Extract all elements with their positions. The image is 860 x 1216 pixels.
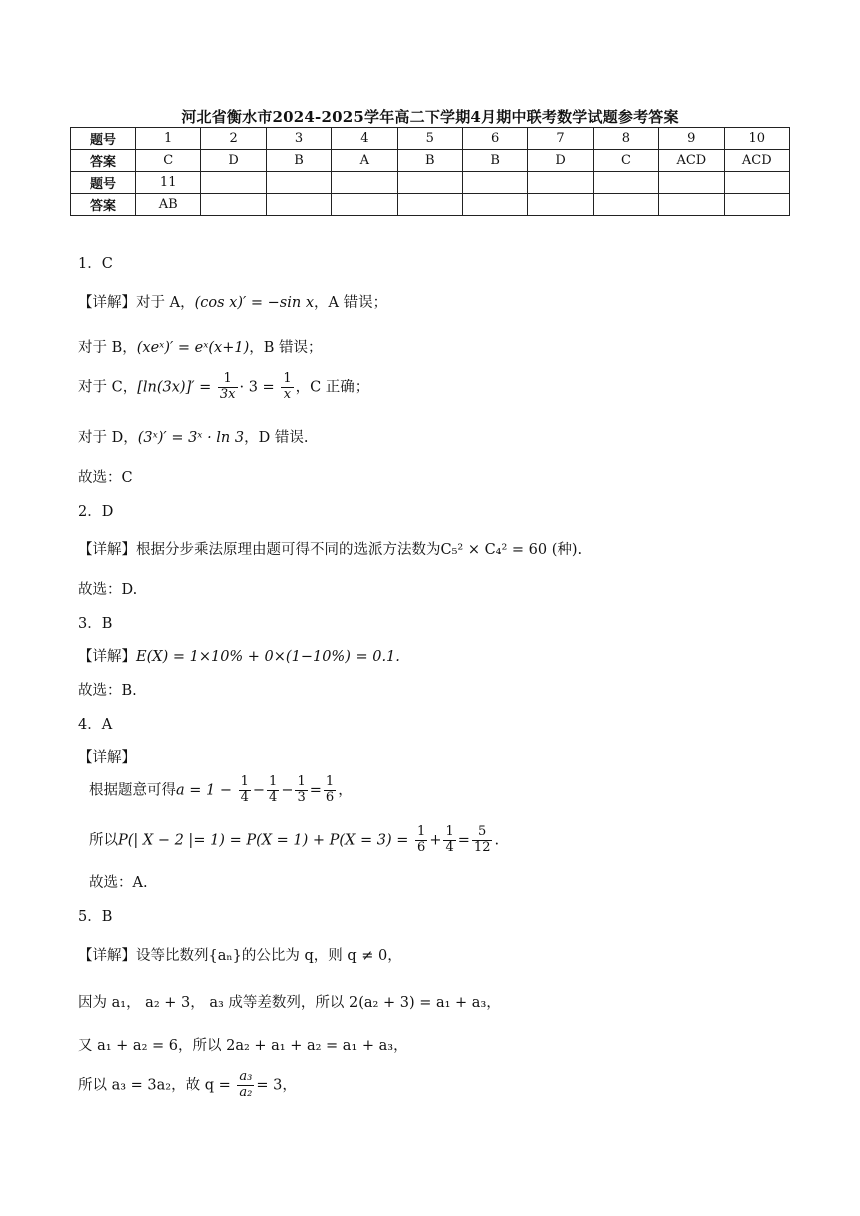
row-label: 题号 (71, 128, 136, 150)
q5-line-3: 又 a₁ + a₂ = 6，所以 2a₂ + a₁ + a₂ = a₁ + a₃， (78, 1038, 408, 1054)
table-row (71, 150, 790, 172)
row-label: 题号 (71, 172, 136, 194)
answer-cell: B (266, 150, 331, 172)
answer-cell: C (593, 150, 658, 172)
question-number (593, 172, 658, 194)
answer-cell (659, 194, 724, 216)
question-number: 4 (332, 128, 397, 150)
q4-l2-expr: P(| X − 2 |= 1) = P(X = 1) + P(X = 3) = (118, 832, 409, 849)
fraction (324, 775, 336, 806)
denominator: 3x (219, 386, 236, 402)
answer-cell: B (397, 150, 462, 172)
q1-c-mid: · 3 = (239, 379, 275, 396)
question-number: 3 (266, 128, 331, 150)
q1-c-fraction-1 (218, 372, 238, 403)
q2-detail (78, 538, 582, 559)
q1-choice: 故选：C (78, 470, 133, 486)
fraction (295, 775, 307, 806)
question-number: 8 (593, 128, 658, 150)
fraction (239, 775, 251, 806)
q1-d-prefix: 对于 D， (78, 430, 138, 446)
row-label: 答案 (71, 150, 136, 172)
q1-d-suffix: ，D 错误. (244, 430, 309, 446)
numerator: 1 (240, 774, 249, 789)
answer-cell: D (528, 150, 593, 172)
question-number (724, 172, 789, 194)
numerator: 1 (445, 824, 454, 839)
q5-heading: 5．B (78, 909, 113, 925)
denominator: 4 (269, 789, 278, 805)
question-number (462, 172, 527, 194)
denominator: a₂ (239, 1084, 253, 1100)
numerator: a₃ (239, 1069, 253, 1084)
denominator: 6 (325, 789, 335, 805)
answer-cell (266, 194, 331, 216)
q2-choice: 故选：D. (78, 582, 138, 598)
denominator: 4 (445, 839, 454, 855)
numerator: 5 (472, 825, 493, 841)
q1-option-b (78, 336, 323, 357)
denominator: 6 (417, 839, 426, 855)
question-number: 9 (659, 128, 724, 150)
question-number: 2 (201, 128, 266, 150)
q1-d-expr: (3ˣ)′ = 3ˣ · ln 3 (137, 430, 245, 446)
q4-l2-prefix: 所以 (89, 832, 118, 849)
q3-heading: 3．B (78, 616, 113, 632)
question-number: 5 (397, 128, 462, 150)
table-row (71, 172, 790, 194)
denominator: x (283, 386, 292, 402)
denominator: 4 (240, 789, 249, 805)
q1-c-expr: [ln(3x)]′ = (137, 379, 212, 396)
q1-b-prefix: 对于 B， (78, 340, 137, 356)
question-number (659, 172, 724, 194)
q4-l1-expr: a = 1 − (176, 782, 232, 799)
page-title: 河北省衡水市2024-2025学年高二下学期4月期中联考数学试题参考答案 (181, 108, 679, 126)
answer-cell: A (332, 150, 397, 172)
q5-line-1: 【详解】设等比数列{aₙ}的公比为 q，则 q ≠ 0， (78, 948, 402, 964)
q4-l2-suffix: . (494, 832, 500, 849)
q4-heading: 4．A (78, 717, 113, 733)
fraction (237, 1070, 254, 1101)
q1-a-expr: (cos x)′ = −sin x (194, 295, 314, 311)
numerator: 1 (297, 774, 306, 789)
q5-l4-suffix: = 3， (256, 1077, 297, 1094)
question-number: 7 (528, 128, 593, 150)
answer-cell (397, 194, 462, 216)
numerator: 1 (417, 824, 426, 839)
q1-c-fraction-2 (281, 372, 293, 403)
q1-b-expr: (xeˣ)′ = eˣ(x+1) (136, 340, 250, 356)
q1-c-suffix: ，C 正确； (295, 379, 370, 396)
question-number: 10 (724, 128, 789, 150)
q4-line-2: 所以P(| X − 2 |= 1) = P(X = 1) + P(X = 3) = $\frac{1}{6}$ + $\frac{1}{4}$ = $\frac{5}{12}$ . (89, 824, 500, 855)
q4-line-1: 根据题意可得a = 1 − $\frac{1}{4}$ − $\frac{1}{4}$ − $\frac{1}{3}$ = $\frac{1}{6}$ ， (89, 774, 353, 805)
q3-expr: E(X) = 1×10% + 0×(1−10%) = 0.1. (136, 649, 400, 665)
answer-cell: D (201, 150, 266, 172)
answer-table (70, 127, 790, 216)
q4-label: 【详解】 (78, 750, 136, 766)
q2-expr: C₅² × C₄² = 60 (种). (440, 542, 583, 558)
numerator: 1 (283, 371, 292, 386)
question-number: 11 (136, 172, 201, 194)
q1-c-prefix: 对于 C， (78, 379, 138, 396)
answer-cell: B (462, 150, 527, 172)
fraction (472, 825, 493, 856)
question-number: 1 (136, 128, 201, 150)
q1-heading: 1．C (78, 256, 113, 272)
q2-text: 【详解】根据分步乘法原理由题可得不同的选派方法数为 (78, 542, 441, 558)
q1-option-c (78, 372, 369, 403)
q4-choice: 故选：A. (89, 875, 148, 891)
answer-cell (201, 194, 266, 216)
answer-cell (462, 194, 527, 216)
numerator: 1 (325, 774, 335, 789)
denominator: 12 (473, 839, 491, 855)
q1-b-suffix: ，B 错误； (249, 340, 323, 356)
table-row (71, 194, 790, 216)
q1-option-a (78, 291, 387, 312)
fraction (267, 775, 279, 806)
question-number (528, 172, 593, 194)
numerator: 1 (218, 372, 238, 388)
q5-line-2: 因为 a₁， a₂ + 3， a₃ 成等差数列，所以 2(a₂ + 3) = a₁ + a₃， (78, 995, 501, 1011)
q1-option-d (78, 426, 308, 447)
answer-cell (593, 194, 658, 216)
denominator: 3 (297, 789, 306, 805)
numerator: 1 (269, 774, 278, 789)
question-number (201, 172, 266, 194)
question-number (266, 172, 331, 194)
q3-choice: 故选：B. (78, 683, 137, 699)
answer-cell: ACD (724, 150, 789, 172)
answer-cell: ACD (659, 150, 724, 172)
answer-cell: C (136, 150, 201, 172)
q1-a-suffix: ，A 错误； (314, 295, 388, 311)
fraction (443, 825, 455, 856)
q3-prefix: 【详解】 (78, 649, 136, 665)
answer-cell (724, 194, 789, 216)
answer-cell (528, 194, 593, 216)
q2-heading: 2．D (78, 504, 114, 520)
q5-line-4 (78, 1070, 297, 1101)
q5-l4-prefix: 所以 a₃ = 3a₂，故 q = (78, 1077, 231, 1094)
q1-a-prefix: 【详解】对于 A， (78, 295, 195, 311)
answer-cell: AB (136, 194, 201, 216)
answer-cell (332, 194, 397, 216)
q4-l1-prefix: 根据题意可得 (89, 782, 176, 799)
question-number: 6 (462, 128, 527, 150)
question-number (332, 172, 397, 194)
row-label: 答案 (71, 194, 136, 216)
question-number (397, 172, 462, 194)
table-row (71, 128, 790, 150)
q4-l1-suffix: ， (338, 782, 353, 799)
q3-detail (78, 645, 400, 666)
fraction (415, 825, 427, 856)
